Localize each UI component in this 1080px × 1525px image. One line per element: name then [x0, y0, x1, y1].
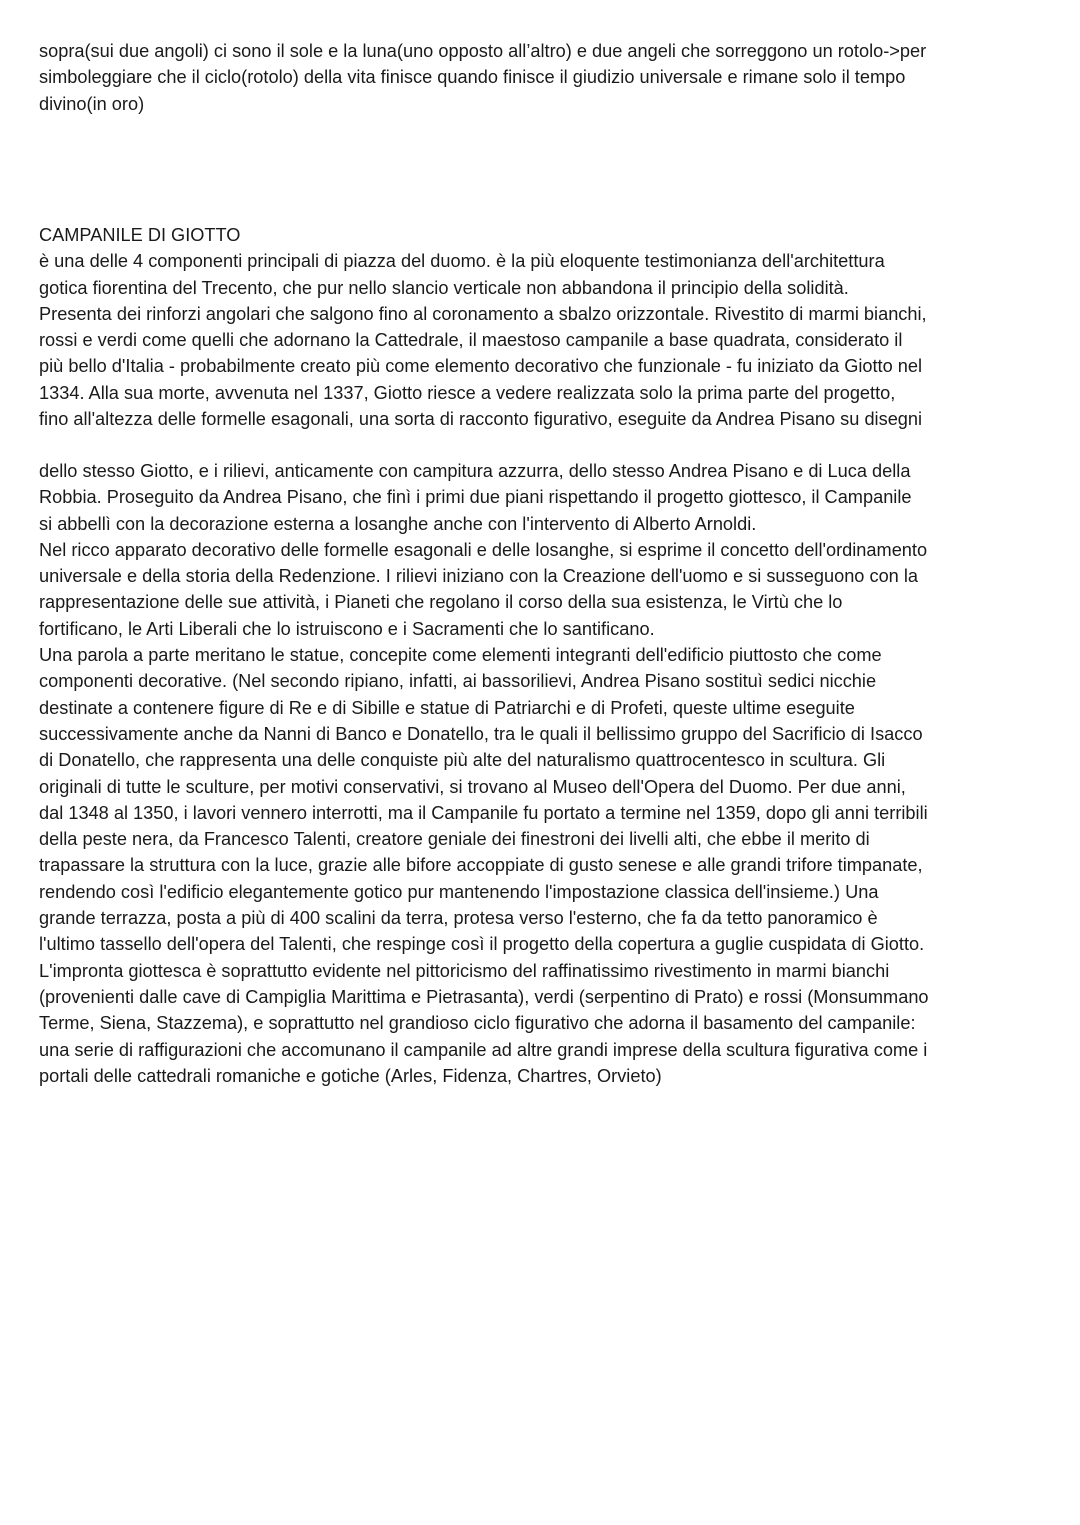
text-line: componenti decorative. (Nel secondo ripiano, infatti, ai bassorilievi, Andrea Pisano sostituì sedici nicchie — [39, 671, 877, 692]
text-line: Nel ricco apparato decorativo delle formelle esagonali e delle losanghe, si esprime il concetto dell'ordinamento — [39, 539, 928, 560]
text-line: destinate a contenere figure di Re e di Sibille e statue di Patriarchi e di Profeti, queste ultime eseguite — [39, 697, 855, 718]
text-line: (provenienti dalle cave di Campiglia Marittima e Pietrasanta), verdi (serpentino di Prato) e rossi (Monsummano — [39, 986, 929, 1007]
text-line: dello stesso Giotto, e i rilievi, anticamente con campitura azzurra, dello stesso Andrea Pisano e di Luca della — [39, 461, 911, 481]
text-line: fino all'altezza delle formelle esagonali, una sorta di racconto figurativo, eseguite da Andrea Pisano su disegni — [39, 409, 923, 430]
text-line: l'ultimo tassello dell'opera del Talenti, che respinge così il progetto della copertura a guglie cuspidata di Giotto. — [39, 934, 925, 955]
text-line: 1334. Alla sua morte, avvenuta nel 1337, Giotto riesce a vedere realizzata solo la prima parte del progetto, — [39, 382, 896, 403]
text-line: gotica fiorentina del Trecento, che pur nello slancio verticale non abbandona il principio della solidità. — [39, 277, 849, 298]
text-line: fortificano, le Arti Liberali che lo istruiscono e i Sacramenti che lo santificano. — [39, 618, 655, 639]
continuation-paragraph — [39, 458, 1039, 1089]
text-line: Una parola a parte meritano le statue, concepite come elementi integranti dell'edificio piuttosto che come — [39, 645, 882, 666]
text-line: si abbellì con la decorazione esterna a losanghe anche con l'intervento di Alberto Arnoldi. — [39, 513, 757, 534]
text-line: più bello d'Italia - probabilmente creato più come elemento decorativo che funzionale - fu iniziato da Giotto nel — [39, 356, 923, 377]
text-line: trapassare la struttura con la luce, grazie alle bifore accoppiate di gusto senese e alle grandi trifore timpanate, — [39, 855, 923, 876]
intro-paragraph — [39, 38, 1039, 117]
text-line: simboleggiare che il ciclo(rotolo) della vita finisce quando finisce il giudizio universale e rimane solo il tempo — [39, 67, 906, 88]
text-line: sopra(sui due angoli) ci sono il sole e la luna(uno opposto all’altro) e due angeli che sorreggono un rotolo->per — [39, 41, 927, 61]
campanile-section — [39, 222, 1039, 432]
text-line: divino(in oro) — [39, 93, 145, 114]
text-line: una serie di raffigurazioni che accomunano il campanile ad altre grandi imprese della scultura figurativa come i — [39, 1039, 928, 1060]
text-line: rendendo così l'edificio elegantemente gotico pur mantenendo l'impostazione classica dell'insieme.) Una — [39, 881, 879, 902]
text-line: Terme, Siena, Stazzema), e soprattutto nel grandioso ciclo figurativo che adorna il basamento del campanile: — [39, 1013, 916, 1034]
text-line: di Donatello, che rappresenta una delle conquiste più alte del naturalismo quattrocentesco in scultura. Gli — [39, 750, 886, 771]
text-line: universale e della storia della Redenzione. I rilievi iniziano con la Creazione dell'uomo e si susseguono con la — [39, 566, 919, 587]
text-line: rappresentazione delle sue attività, i Pianeti che regolano il corso della sua esistenza, le Virtù che lo — [39, 592, 843, 613]
text-line: rossi e verdi come quelli che adornano la Cattedrale, il maestoso campanile a base quadrata, considerato il — [39, 330, 903, 351]
text-line: dal 1348 al 1350, i lavori vennero interrotti, ma il Campanile fu portato a termine nel 1359, dopo gli anni terribili — [39, 802, 928, 823]
text-line: grande terrazza, posta a più di 400 scalini da terra, protesa verso l'esterno, che fa da tetto panoramico è — [39, 908, 878, 929]
text-line: L'impronta giottesca è soprattutto evidente nel pittoricismo del raffinatissimo rivestimento in marmi bianchi — [39, 960, 890, 981]
text-line: portali delle cattedrali romaniche e gotiche (Arles, Fidenza, Chartres, Orvieto) — [39, 1065, 662, 1086]
text-line: Robbia. Proseguito da Andrea Pisano, che finì i primi due piani rispettando il progetto giottesco, il Campanile — [39, 487, 912, 508]
text-line: originali di tutte le sculture, per motivi conservativi, si trovano al Museo dell'Opera del Duomo. Per due anni, — [39, 776, 906, 797]
section-title: CAMPANILE DI GIOTTO — [39, 225, 241, 245]
text-line: successivamente anche da Nanni di Banco e Donatello, tra le quali il bellissimo gruppo del Sacrificio di Isacco — [39, 723, 923, 744]
text-line: è una delle 4 componenti principali di piazza del duomo. è la più eloquente testimonianza dell'architettura — [39, 251, 885, 272]
text-line: della peste nera, da Francesco Talenti, creatore geniale dei finestroni dei livelli alti, che ebbe il merito di — [39, 829, 870, 850]
text-line: Presenta dei rinforzi angolari che salgono fino al coronamento a sbalzo orizzontale. Rivestito di marmi bianchi, — [39, 303, 927, 324]
